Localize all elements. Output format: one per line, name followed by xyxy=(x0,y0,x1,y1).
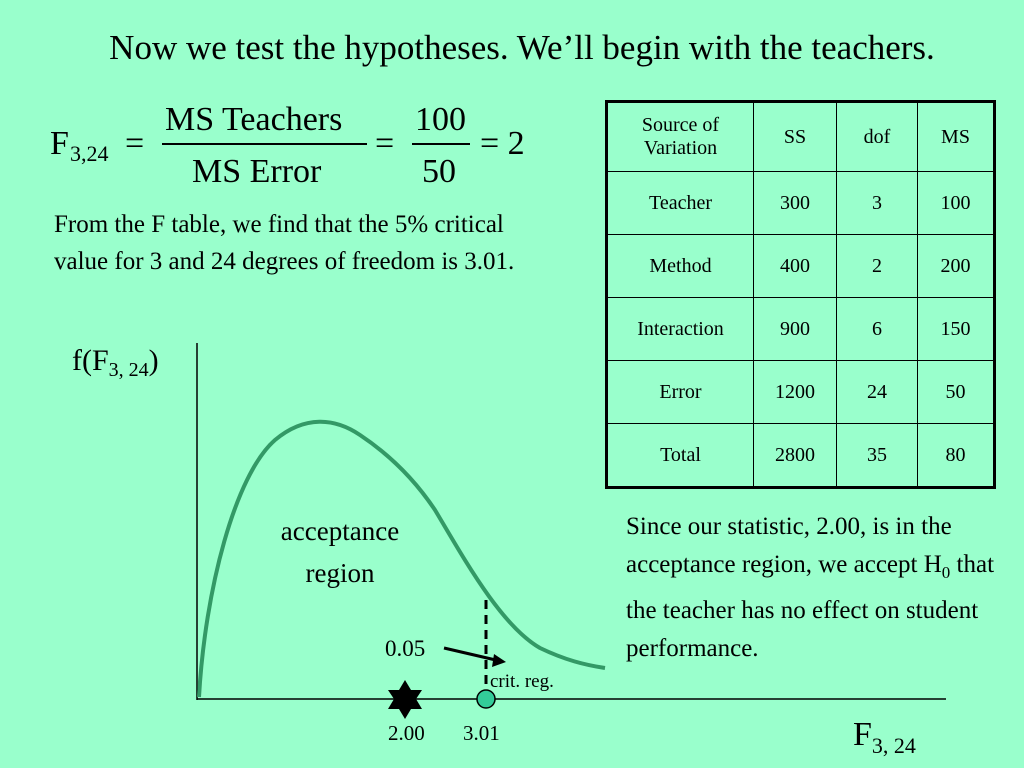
fraction-numerator: MS Teachers xyxy=(165,101,343,138)
f-table-explanation: From the F table, we find that the 5% critical value for 3 and 24 degrees of freedom is 3.01. xyxy=(54,211,515,275)
table-cell: Interaction xyxy=(607,298,754,361)
equals-sign: = xyxy=(125,125,145,162)
table-cell: 100 xyxy=(918,172,995,235)
table-cell: Teacher xyxy=(607,172,754,235)
table-cell: 35 xyxy=(837,424,918,488)
acceptance-label-2: region xyxy=(305,558,375,588)
table-cell: 24 xyxy=(837,361,918,424)
value-numerator: 100 xyxy=(415,101,466,138)
alpha-arrowhead xyxy=(492,654,506,667)
table-cell: Total xyxy=(607,424,754,488)
statistic-tick-label: 2.00 xyxy=(388,721,425,745)
table-cell: 400 xyxy=(754,235,837,298)
acceptance-label-1: acceptance xyxy=(280,516,400,546)
equals-sign-2: = xyxy=(375,125,395,162)
conclusion-text: Since our statistic, 2.00, is in the acceptance region, we accept $H_0$ that the teacher has no effect on student performance. xyxy=(626,513,995,662)
f-subscript: 3,24 xyxy=(70,141,109,166)
critical-value-dot xyxy=(477,690,495,708)
result-value: = 2 xyxy=(480,125,525,162)
critical-tick-label: 3.01 xyxy=(463,721,500,745)
table-cell: 6 xyxy=(837,298,918,361)
table-cell: 150 xyxy=(918,298,995,361)
y-axis-label: $f(F_{3, 24})$ xyxy=(72,344,159,381)
header-ms: MS xyxy=(918,102,995,172)
table-cell: 200 xyxy=(918,235,995,298)
table-cell: 900 xyxy=(754,298,837,361)
header-source: Source of Variation xyxy=(607,102,754,172)
slide-title: Now we test the hypotheses. We’ll begin with the teachers. xyxy=(109,28,935,67)
value-denominator: 50 xyxy=(422,153,456,190)
header-ss: SS xyxy=(754,102,837,172)
f-symbol: F xyxy=(50,125,69,162)
table-cell: Method xyxy=(607,235,754,298)
table-cell: 3 xyxy=(837,172,918,235)
table-cell: 80 xyxy=(918,424,995,488)
table-cell: 2 xyxy=(837,235,918,298)
table-cell: 50 xyxy=(918,361,995,424)
table-cell: 1200 xyxy=(754,361,837,424)
fraction-denominator: MS Error xyxy=(192,153,322,190)
header-dof: dof xyxy=(837,102,918,172)
critical-region-label: crit. reg. xyxy=(490,671,554,692)
alpha-label: 0.05 xyxy=(385,636,426,661)
table-cell: 300 xyxy=(754,172,837,235)
table-cell: 2800 xyxy=(754,424,837,488)
x-axis-label: $F_{3, 24}$ xyxy=(853,716,916,758)
table-cell: Error xyxy=(607,361,754,424)
alpha-arrow xyxy=(444,648,500,661)
